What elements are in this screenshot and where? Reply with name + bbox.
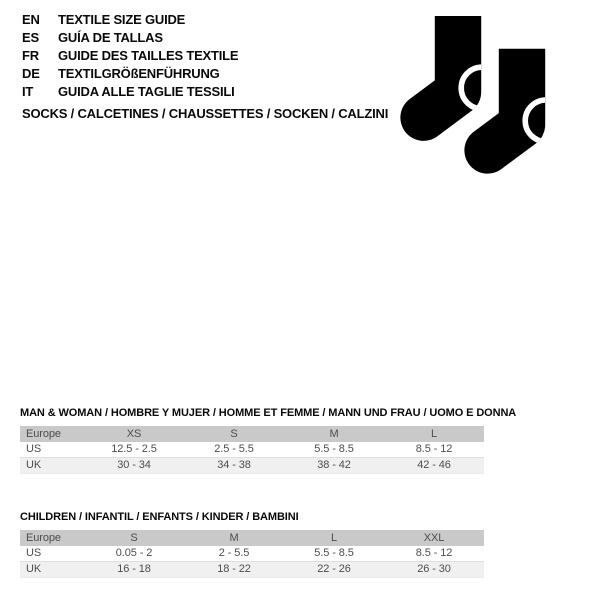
language-code: DE: [22, 66, 40, 81]
language-code: IT: [22, 84, 34, 99]
table-cell: 34 - 38: [184, 458, 284, 474]
table-cell: 2 - 5.5: [184, 546, 284, 562]
table-cell: 5.5 - 8.5: [284, 546, 384, 562]
table-header-row: [20, 530, 484, 546]
table-cell: 30 - 34: [84, 458, 184, 474]
socks-icon: [398, 15, 550, 177]
language-row: [22, 47, 238, 65]
table-cell: 22 - 26: [284, 562, 384, 578]
category-title: SOCKS / CALCETINES / CHAUSSETTES / SOCKEN / CALZINI: [22, 106, 389, 121]
language-label: TEXTILE SIZE GUIDE: [58, 12, 186, 27]
language-code: ES: [22, 30, 39, 45]
table-cell: 26 - 30: [384, 562, 484, 578]
children-section: [20, 511, 484, 578]
table-cell: 8.5 - 12: [384, 546, 484, 562]
column-header: XXL: [384, 530, 484, 546]
language-label: GUIDA ALLE TAGLIE TESSILI: [58, 84, 235, 99]
language-row: [22, 65, 238, 83]
table-cell: 18 - 22: [184, 562, 284, 578]
language-row: [22, 83, 238, 101]
column-header: L: [284, 530, 384, 546]
language-label: TEXTILGRÖßENFÜHRUNG: [58, 66, 220, 81]
column-header: M: [184, 530, 284, 546]
region-label: US: [20, 546, 84, 562]
table-cell: 5.5 - 8.5: [284, 442, 384, 458]
column-header: S: [84, 530, 184, 546]
language-code: EN: [22, 12, 40, 27]
table-header-row: [20, 426, 484, 442]
table-cell: 12.5 - 2.5: [84, 442, 184, 458]
column-header: M: [284, 426, 384, 442]
table-row: [20, 458, 484, 474]
table-row: [20, 562, 484, 578]
language-code: FR: [22, 48, 39, 63]
children-table: [20, 530, 484, 578]
region-label: UK: [20, 458, 84, 474]
table-cell: 0.05 - 2: [84, 546, 184, 562]
language-label: GUÍA DE TALLAS: [58, 30, 163, 45]
column-header: Europe: [20, 426, 84, 442]
language-row: [22, 11, 238, 29]
man-woman-section: [20, 407, 516, 474]
man-woman-title: MAN & WOMAN / HOMBRE Y MUJER / HOMME ET FEMME / MANN UND FRAU / UOMO E DONNA: [20, 407, 517, 419]
table-cell: 42 - 46: [384, 458, 484, 474]
column-header: XS: [84, 426, 184, 442]
table-cell: 8.5 - 12: [384, 442, 484, 458]
table-row: [20, 546, 484, 562]
language-label: GUIDE DES TAILLES TEXTILE: [58, 48, 239, 63]
man-woman-table: [20, 426, 484, 474]
table-cell: 38 - 42: [284, 458, 384, 474]
region-label: US: [20, 442, 84, 458]
table-cell: 2.5 - 5.5: [184, 442, 284, 458]
children-title: CHILDREN / INFANTIL / ENFANTS / KINDER / BAMBINI: [20, 511, 299, 523]
table-row: [20, 442, 484, 458]
region-label: UK: [20, 562, 84, 578]
table-cell: 16 - 18: [84, 562, 184, 578]
language-row: [22, 29, 238, 47]
column-header: L: [384, 426, 484, 442]
column-header: S: [184, 426, 284, 442]
language-list: [22, 11, 238, 101]
column-header: Europe: [20, 530, 84, 546]
